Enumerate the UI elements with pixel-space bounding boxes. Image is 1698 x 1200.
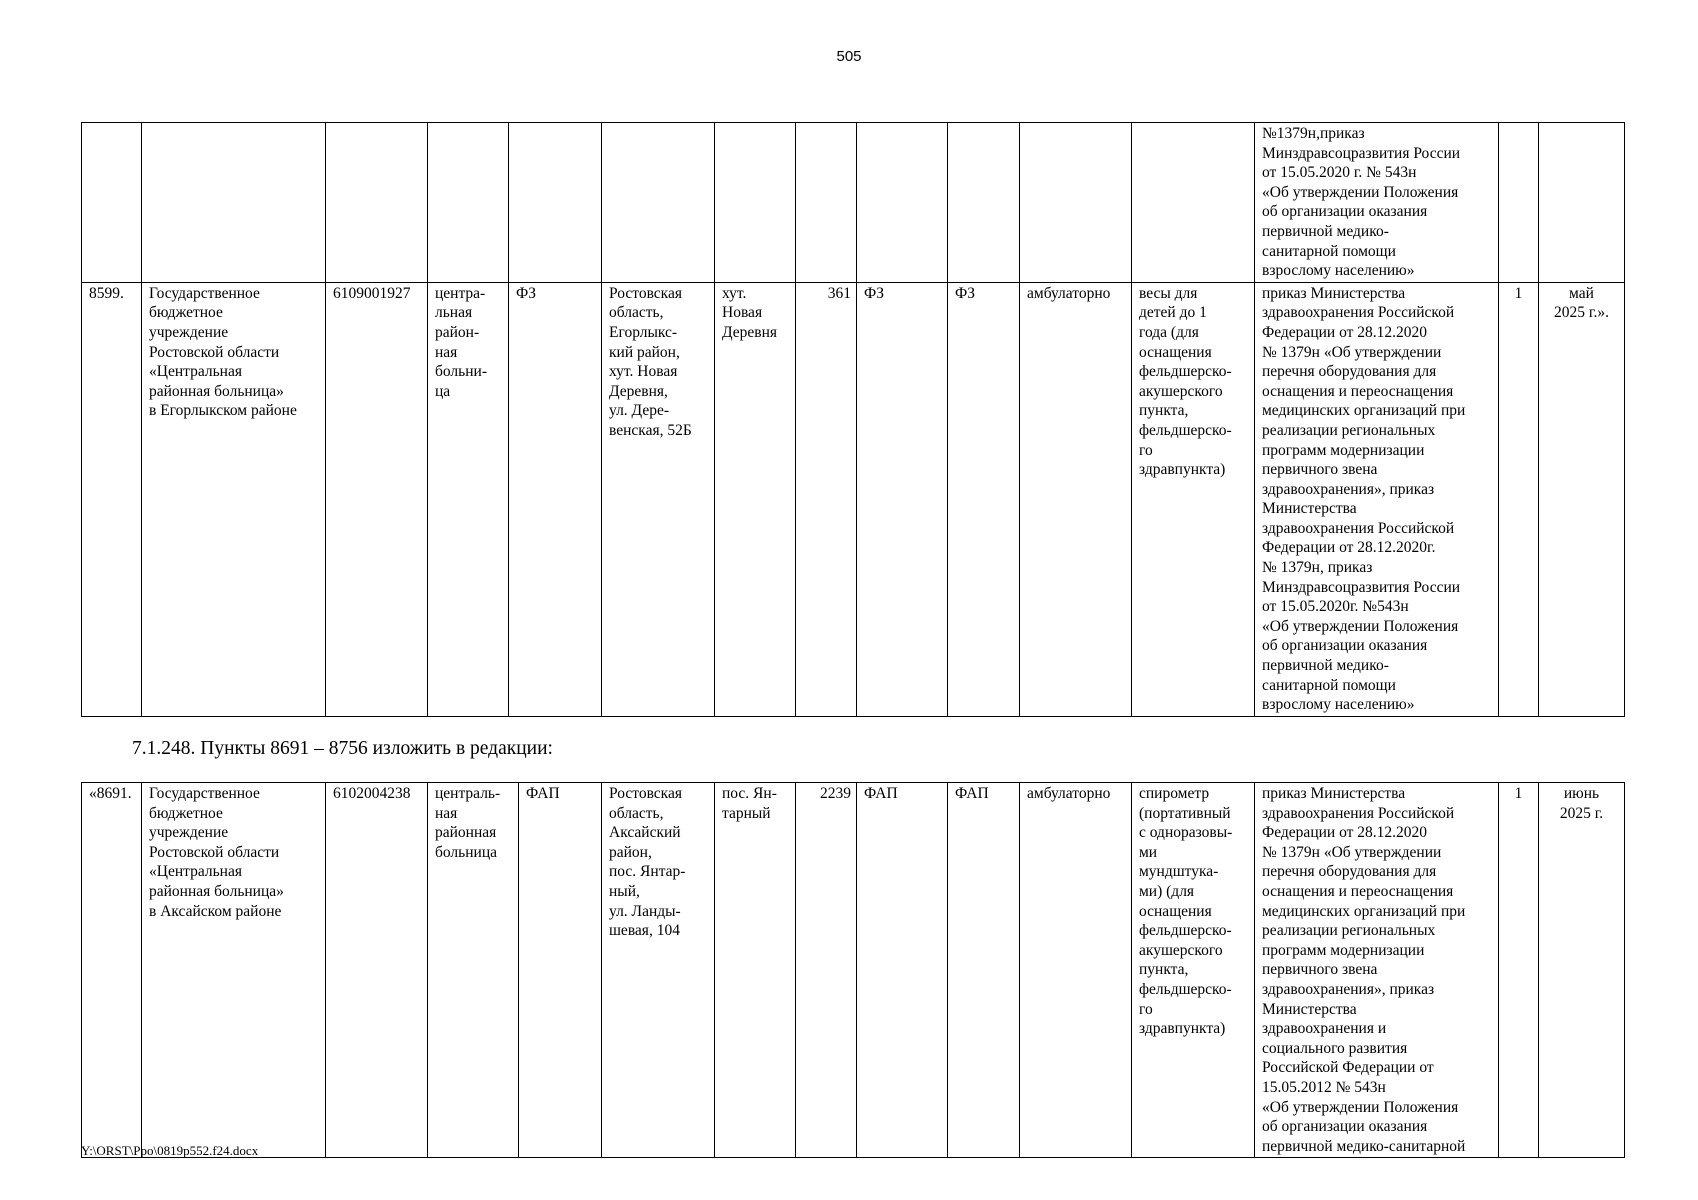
- cell-legal-basis-continuation: №1379н,приказ Минздравсоцразвития России от 15.05.2020 г. № 543н «Об утверждении Положения об организации оказания первичной медико- санитарной помощи взрослому населению»: [1255, 123, 1499, 283]
- equipment-table-top: [81, 122, 1625, 717]
- cell-empty: [948, 123, 1020, 283]
- cell-empty: [796, 123, 857, 283]
- cell-population: 2239: [796, 783, 857, 1158]
- cell-empty: [1132, 123, 1255, 283]
- cell-org-type: централь- ная районная больница: [428, 783, 519, 1158]
- cell-empty: [715, 123, 796, 283]
- cell-empty: [142, 123, 326, 283]
- cell-row-number: «8691.: [82, 783, 142, 1158]
- footer-file-path: Y:\ORST\Ppo\0819p552.f24.docx: [81, 1143, 259, 1158]
- equipment-table-bottom: [81, 782, 1625, 1158]
- cell-address: Ростовская область, Аксайский район, пос. Янтар- ный, ул. Ланды- шевая, 104: [602, 783, 715, 1158]
- cell-institution: Государственное бюджетное учреждение Ростовской области «Центральная районная больница» в Аксайском районе: [142, 783, 326, 1158]
- cell-org-type: центра- льная район- ная больни- ца: [428, 282, 509, 716]
- cell-unit-type: ФАП: [519, 783, 602, 1158]
- cell-inn: 6102004238: [326, 783, 428, 1158]
- cell-unit-type: ФЗ: [509, 282, 602, 716]
- cell-legal-basis: приказ Министерства здравоохранения Российской Федерации от 28.12.2020 № 1379н «Об утверждении перечня оборудования для оснащения и переоснащения медицинских организаций при реализации региональных программ модернизации первичного звена здравоохранения», приказ Министерства здравоохранения Российской Федерации от 28.12.2020г. № 1379н, приказ Минздравсоцразвития России от 15.05.2020г. №543н «Об утверждении Положения об организации оказания первичной медико- санитарной помощи взрослому населению»: [1255, 282, 1499, 716]
- cell-empty: [509, 123, 602, 283]
- cell-unit-col2: ФАП: [948, 783, 1020, 1158]
- section-heading: 7.1.248. Пункты 8691 – 8756 изложить в редакции:: [132, 738, 553, 759]
- cell-settlement: пос. Ян- тарный: [715, 783, 796, 1158]
- cell-deadline: май 2025 г.».: [1539, 282, 1625, 716]
- cell-empty: [326, 123, 428, 283]
- table-row: [82, 282, 1625, 716]
- cell-empty: [857, 123, 948, 283]
- cell-empty: [82, 123, 142, 283]
- cell-population: 361: [796, 282, 857, 716]
- page-number: 505: [836, 48, 862, 65]
- cell-settlement: хут. Новая Деревня: [715, 282, 796, 716]
- cell-empty: [1499, 123, 1539, 283]
- cell-empty: [1020, 123, 1132, 283]
- cell-empty: [1539, 123, 1625, 283]
- cell-quantity: 1: [1499, 282, 1539, 716]
- table-row-continuation: [82, 123, 1625, 283]
- cell-unit-col2: ФЗ: [948, 282, 1020, 716]
- cell-deadline: июнь 2025 г.: [1539, 783, 1625, 1158]
- cell-equipment: весы для детей до 1 года (для оснащения фельдшерско- акушерского пункта, фельдшерско- го здравпункта): [1132, 282, 1255, 716]
- cell-equipment: спирометр (портативный с одноразовы- ми мундштука- ми) (для оснащения фельдшерско- акушерского пункта, фельдшерско- го здравпункта): [1132, 783, 1255, 1158]
- cell-address: Ростовская область, Егорлыкс- кий район, хут. Новая Деревня, ул. Дере- венская, 52Б: [602, 282, 715, 716]
- cell-care-form: амбулаторно: [1020, 783, 1132, 1158]
- cell-institution: Государственное бюджетное учреждение Ростовской области «Центральная районная больница» в Егорлыкском районе: [142, 282, 326, 716]
- table-row: [82, 783, 1625, 1158]
- cell-inn: 6109001927: [326, 282, 428, 716]
- cell-unit-col1: ФЗ: [857, 282, 948, 716]
- cell-legal-basis: приказ Министерства здравоохранения Российской Федерации от 28.12.2020 № 1379н «Об утверждении перечня оборудования для оснащения и переоснащения медицинских организаций при реализации региональных программ модернизации первичного звена здравоохранения», приказ Министерства здравоохранения и социального развития Российской Федерации от 15.05.2012 № 543н «Об утверждении Положения об организации оказания первичной медико-санитарной: [1255, 783, 1499, 1158]
- cell-row-number: 8599.: [82, 282, 142, 716]
- cell-quantity: 1: [1499, 783, 1539, 1158]
- cell-empty: [428, 123, 509, 283]
- cell-empty: [602, 123, 715, 283]
- cell-care-form: амбулаторно: [1020, 282, 1132, 716]
- cell-unit-col1: ФАП: [857, 783, 948, 1158]
